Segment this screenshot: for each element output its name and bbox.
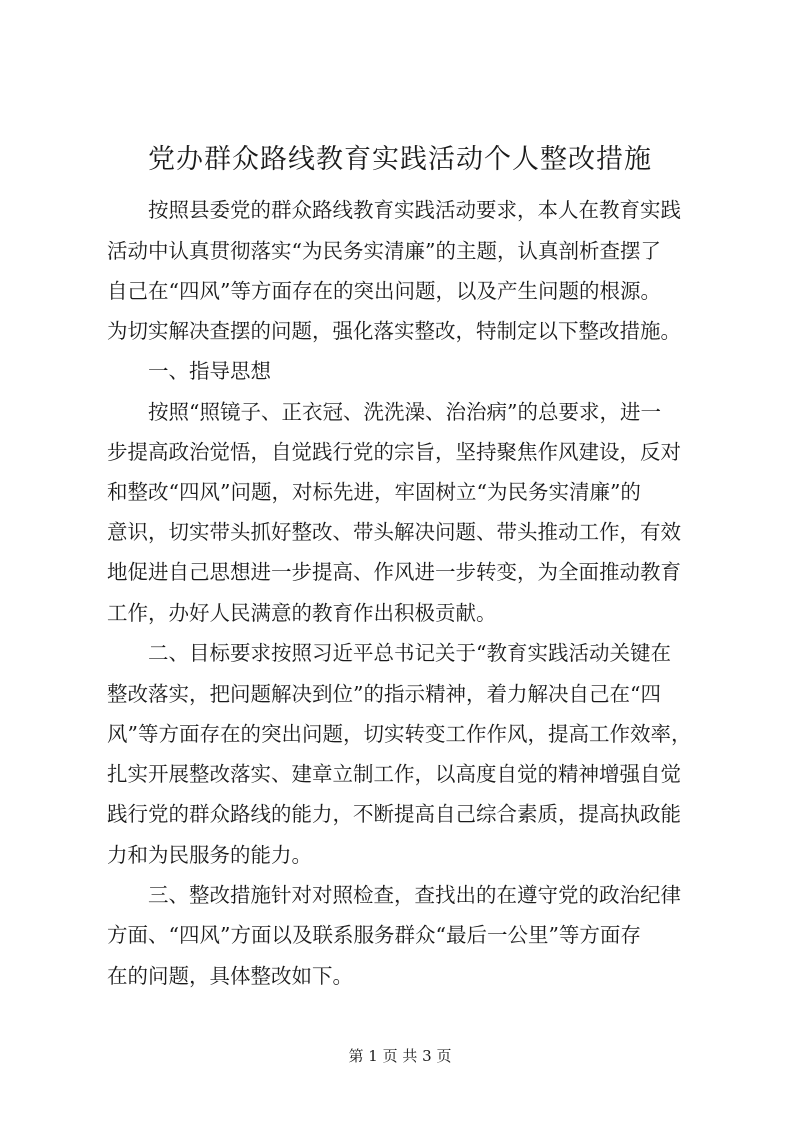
text-line: 为切实解决查摆的问题，强化落实整改，特制定以下整改措施。 <box>107 319 681 343</box>
section-heading: 一、指导思想 <box>107 359 271 383</box>
text-line: 整改落实，把问题解决到位”的指示精神，着力解决自己在“四 <box>107 682 661 706</box>
document-title: 党办群众路线教育实践活动个人整改措施 <box>148 144 652 175</box>
text-line: 按照县委党的群众路线教育实践活动要求，本人在教育实践 <box>107 198 681 222</box>
text-line: 力和为民服务的能力。 <box>107 843 312 867</box>
text-line: 践行党的群众路线的能力，不断提高自己综合素质，提高执政能 <box>107 802 681 826</box>
text-line: 三、整改措施针对对照检查，查找出的在遵守党的政治纪律 <box>107 883 681 907</box>
text-line: 步提高政治觉悟，自觉践行党的宗旨，坚持聚焦作风建设，反对 <box>107 440 681 464</box>
text-line: 工作，办好人民满意的教育作出积极贡献。 <box>107 601 497 625</box>
text-line: 扎实开展整改落实、建章立制工作，以高度自觉的精神增强自觉 <box>107 762 681 786</box>
text-line: 在的问题，具体整改如下。 <box>107 964 353 988</box>
text-line: 自己在“四风”等方面存在的突出问题，以及产生问题的根源。 <box>107 279 661 303</box>
text-line: 风”等方面存在的突出问题，切实转变工作作风，提高工作效率， <box>107 722 692 746</box>
text-line: 地促进自己思想进一步提高、作风进一步转变，为全面推动教育 <box>107 560 681 584</box>
text-line: 方面、“四风”方面以及联系服务群众“最后一公里”等方面存 <box>107 923 641 947</box>
text-line: 活动中认真贯彻落实“为民务实清廉”的主题，认真剖析查摆了 <box>107 239 661 263</box>
text-line: 二、目标要求按照习近平总书记关于“教育实践活动关键在 <box>107 641 671 665</box>
text-line: 按照“照镜子、正衣冠、洗洗澡、治治病”的总要求，进一 <box>107 400 661 424</box>
text-line: 和整改“四风”问题，对标先进，牢固树立“为民务实清廉”的 <box>107 480 641 504</box>
page-number-footer: 第 1 页 共 3 页 <box>348 1047 452 1065</box>
text-line: 意识，切实带头抓好整改、带头解决问题、带头推动工作，有效 <box>107 520 681 544</box>
